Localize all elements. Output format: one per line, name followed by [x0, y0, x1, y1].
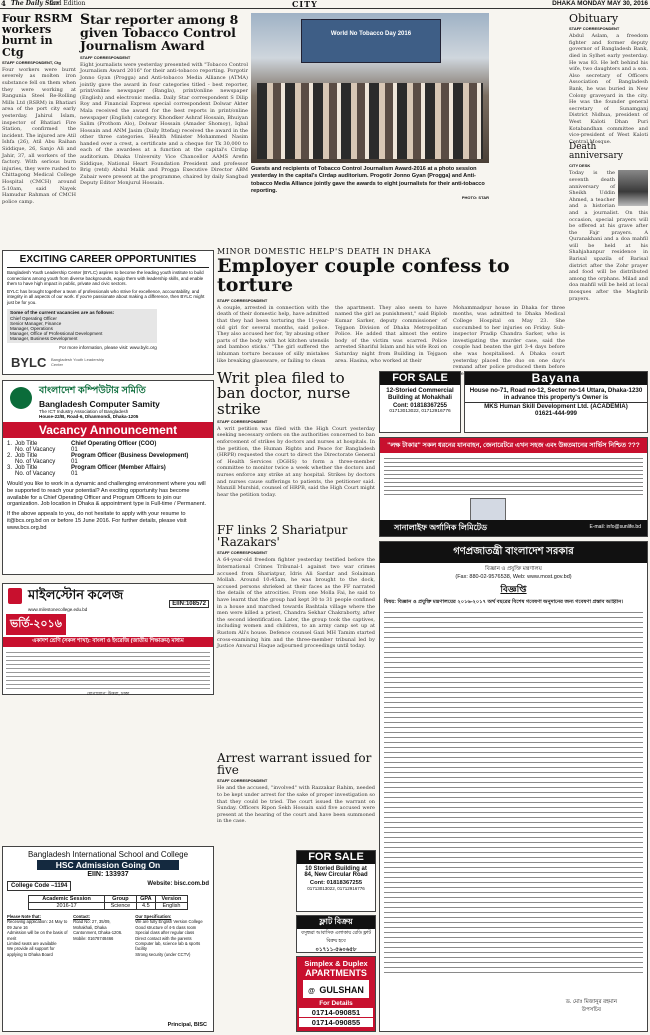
award-photo-block	[251, 13, 489, 243]
drop-letter: S	[80, 12, 91, 28]
fine-print	[6, 649, 210, 689]
vacancy-banner: Vacancy Announcement	[3, 422, 213, 438]
obituary	[569, 12, 648, 145]
photo-caption: Guests and recipients of Tobacco Control Journalism Award-2016 at a photo session yesterday in the capital's Cirdap auditorium. Progotir Jonno Gyan (Progga) and Anti-tobacco Media Alliance jointly gave the awards to eight journalists for their anti-tobacco reporting.	[251, 166, 485, 195]
phones: 01713013022, 01712916776	[307, 886, 365, 891]
spec-title: Our Specification:	[135, 914, 172, 919]
ad-text-2: BYLC has brought together a team of professionals who strive for excellence, accountability, and integrity in all aspects of our work. If you're passionate about making a difference, then BYLC might just be for you.	[7, 288, 205, 305]
byline: CITY DESK	[569, 163, 591, 169]
line-1: 12-Storied Commercial	[386, 387, 454, 394]
vacancy-item: Manager, Business Development	[10, 335, 78, 341]
flat-sale-ad	[296, 915, 376, 953]
title-2: APARTMENTS	[305, 968, 367, 978]
body: A 64-year-old freedom fighter yesterday testified before the International Crimes Tribunal-1 against two war crimes accused from Shariatpur, Idris Ali Sardar and Solaiman Mollah. Around 10:45am, he was brought to the dock, accused persons shrieked at their faces as the FF narrated the details of the atrocities. From one Molla Fai, he said to have learnt that the group had kept 30 to 31 people confined in a house and marched towards Bashtala village where the men were killed a priest, Chandra Sekhar Chakraborty, after the second identification. Later, the group took the captives, including women and children, to an army camp set up at Rustom Ali's house. Defence counsel Gazi MH Tamim started cross-examining him and the three-member tribunal led by Justice Anwarul Haque adjourned proceedings until today.	[217, 557, 375, 650]
ad-title: EXCITING CAREER OPPORTUNITIES	[7, 254, 209, 268]
bayana-ad	[464, 371, 648, 433]
spec: Special class after regular class	[135, 930, 195, 936]
headline: Writ plea filed to ban doctor, nurse strike	[217, 369, 351, 418]
ad-text-1: Bangladesh Youth Leadership Center (BYLC) aspires to become the leading youth institute to build connections among youth from diverse backgrounds, equip them with leadership skills, and enable them to have high impact in public, private and civic sectors.	[7, 270, 204, 287]
line-2: Building at Mohakhali	[388, 394, 452, 401]
phones: 01713013022, 01712916776	[389, 409, 451, 414]
portrait	[618, 170, 648, 206]
bylc-logo: BYLC	[11, 355, 47, 370]
milestone-college-ad	[2, 583, 214, 695]
body: Four workers were burnt severely as molten iron substance fell on them when they were working at Rangunia Steel Re-Rolling Mills Ltd (RSRM) in Bhatiari area of the port city early yesterday. Jahirul Islam, inspector of Bhatiari Fire Station, confirmed the incident. The injured are Atil Ishfa (26), Atil Abu Raihan Siddique, 26, Sanjo Ali and Jahir, 37, all workers of the factory. With serious burn injuries, they were rushed to Chittagong Medical College Hospital (CMCH) around 5:10am, said Nayek Hamudur Rahman of CMCH police camp.	[2, 66, 76, 205]
th: GPA	[136, 896, 155, 903]
label: Job Title	[15, 465, 38, 471]
note: We provide all support for applying to Dhaka Board	[7, 946, 55, 957]
phone-2: 01714-090855	[299, 1018, 373, 1027]
people-row	[257, 83, 483, 159]
byline: STAFF CORRESPONDENT, Ctg	[2, 59, 61, 65]
location-box	[303, 980, 369, 998]
footer: যোগাযোগ: উত্তরা, ঢাকা	[86, 691, 130, 696]
vacancy-row	[7, 471, 209, 477]
subject: বিষয়: বিজ্ঞান ও প্রযুক্তি মন্ত্রণালয়ের ২০১৬-২০১৭ অর্থ বছরের বিশেষ গবেষণা অনুদানের জন্য গবেষণা প্রস্তাব আহ্বান।	[384, 599, 624, 605]
signature-title: উপসচিব	[581, 1007, 601, 1013]
subtitle: The ICT Industry Association of Bangladesh	[39, 409, 129, 414]
body: Today is the seventh death anniversary of Sheikh Uddin Ahmed, a teacher and a historian and a journalist. On this occasion, special prayers will be offered at his grave after the Fajr prayers. A Quranakhani and a doa mahfil will be held at his Shahjahanpur residence in Barisal upazila of Barisal district after the Zohr prayer and food will be distributed among the orphans. Milad and doa mahfil will be held at local mosques after the Maghrib prayers.	[569, 170, 648, 302]
contact: Road No: 27, 35/09, Mohakhali, Dhaka Cantonment, Dhaka-1206. Mobile: 01678748466	[73, 919, 123, 941]
eiin: EIIN: 133937	[87, 871, 129, 878]
byline: STAFF CORRESPONDENT	[80, 54, 131, 60]
spec: Good structure of 4-5 class room	[135, 924, 197, 930]
date-line: DHAKA MONDAY MAY 30, 2016	[552, 0, 648, 7]
text: House no-71, Road no-12, Sector no-14 Uttara, Dhaka-1230 in advance this property's Owner is	[469, 387, 643, 401]
spec: Direct contact with the parents	[135, 935, 192, 941]
signature: ড. মোঃ মিজানুর রহমান	[565, 999, 617, 1005]
count: 01	[71, 471, 78, 477]
story-award	[80, 13, 248, 245]
story-columns	[217, 305, 567, 378]
job-title: Program Officer (Business Development)	[71, 453, 189, 459]
contact: Cont: 01818367255	[392, 403, 448, 409]
spec: Strong security (under CCTV)	[135, 951, 191, 957]
info-columns	[7, 914, 209, 957]
sunlife-ad	[379, 437, 648, 537]
body: Abdul Aslam, a freedom fighter and former deputy governor of Bangladesh Bank, died in Sylhet early yesterday. He was 83. He left behind his wife, two daughters and a son. Also secretary of Officers Association of Bangladesh Bank, he was buried in New Colony graveyard in the city. He was the founder general secretary of Sunamganj District Nidhua, president of West Kaloti Dhan Puri Kotabandhan committee and vice-president of West Kaloti Central Mosque.	[569, 33, 648, 145]
title: Bayana	[465, 372, 647, 385]
label: No. of Vacancy	[15, 471, 56, 477]
bylc-career-ad	[2, 250, 214, 375]
college-logo-icon	[8, 588, 22, 604]
headline: Arrest warrant issued for five	[217, 751, 372, 778]
line-2: 84, New Circular Road	[304, 872, 368, 878]
phone: ০১৭১১-৫৬০৬৫৮	[315, 947, 357, 953]
at-sign: @	[308, 988, 315, 995]
title: Death anniversary	[569, 142, 623, 162]
col-1: A couple, arrested in connection with the death of their domestic help, have admitted that they had been torturing the 11-year-old girl for several months, said police. They also accused her for, 'by abusing other parts of the body with hot kitchen utensils and bamboo sticks.' "The girl suffered the inhuman torture because of silly mistakes like breaking glassware, or failing to clean	[217, 304, 329, 364]
award-photo	[251, 13, 489, 163]
vacancy-item: Manager, Office of Professional Development	[10, 330, 103, 336]
th: Version	[155, 896, 187, 903]
banner-backdrop	[301, 19, 441, 63]
website[interactable]: www.milestonecollege.edu.bd	[28, 607, 88, 612]
header-row	[29, 896, 188, 903]
school-name: Bangladesh International School and College	[27, 850, 189, 859]
vacancy-item: Senior Manager, Finance	[10, 320, 62, 326]
title: Simplex & Duplex	[304, 959, 368, 968]
para-2: If the above appeals to you, do not hesitate to apply with your resume to it@bcs.org.bd on or before 15 June 2016. For further details, please visit www.bcs.org.bd	[7, 511, 187, 531]
contact: Cont: 01818367255	[309, 880, 363, 886]
admission-badge: ভর্তি-২০১৬	[6, 614, 66, 635]
code-row	[7, 881, 209, 891]
banner-text: World No Tobacco Day 2016	[330, 31, 412, 37]
line-1: 10 Storied Building at	[305, 866, 367, 872]
company-bar	[380, 520, 647, 536]
eiin: EIIN:108572	[169, 600, 209, 608]
body: He and the accused, "involved" with Razzakar Rahim, needed to be kept under arrest for the sake of proper investigation so that they could be tried. The court issued the warrant on Sunday. Officers Ripon Sekh Hossain said five accused were present at the hearing of the court and have been summoned in the case.	[217, 785, 375, 825]
body: A writ petition was filed with the High Court yesterday seeking necessary orders on the authorities concerned to ban enforcement of strikes by doctors and nurses at hospitals. In the petition, the Human Rights and Peace for Bangladesh (HRPB) requested the court to direct the Directorate General of Health Services (DGHS) to form a three-member committee to monitor twice a week whether the doctors and nurses enforce any strike at any hospital. Strikes by doctors and nurses cause sufferings to patients, the petitioner said. Manzill Murshid, counsel of HRPB, said the High Court might hear the petition today.	[217, 425, 375, 498]
contact-col	[73, 914, 131, 957]
td: Science	[105, 903, 137, 910]
notice-body	[384, 608, 643, 973]
body: Eight journalists were yesterday presented with "Tobacco Control Journalism Award 2016" for their anti-tobacco reporting. Porgotir Jonno Gyan (Progga) and Anti-tobacco Media Alliance (ATMA) jointly gave the award in four categories titled - best reporter, print/online newspaper (Bangla), print/online newspaper (English) and electronic media. Daily Star correspondent S Dilip Roy and Financial Express special correspondent Dolwar Akter Mala received the award for the best reports in print/online newspaper (English) category. Khondker Ashraf Hossain, Bhuiyan Salim (Prothom Alo), Dolwar Hossain (Amader Shomoy), Iqbal Hossain and ANM Jasim (Daily Ittefaq) received the award in the other three categories. Health Minister Mohammed Nasim handed over a crest, a certificate and a cheque for Tk 30,000 to each of the awardees at a function at the capital's Cirdap auditorium. Dhaka University Vice Chancellor AAMS Arefin Siddique, National Heart Foundation President and professor Brig (retd) Abdul Malik and Progga Executive Director ABM Zubair were present at the programme, chaired by daily Sangbad Deputy Editor Monjurul Hossain.	[80, 61, 248, 187]
vacancy-item: Manager, Operations	[10, 325, 53, 331]
ministry: বিজ্ঞান ও প্রযুক্তি মন্ত্রণালয়	[485, 566, 542, 572]
kicker: MINOR DOMESTIC HELP'S DEATH IN DHAKA	[217, 247, 432, 256]
phone-1: 01714-090851	[299, 1008, 373, 1017]
death-anniversary	[569, 143, 648, 363]
company: সানালাইফ অর্গানিক লিমিটেড	[394, 523, 488, 532]
note: Limited seats are available	[7, 941, 57, 947]
website[interactable]: Website: bisc.com.bd	[147, 881, 209, 887]
title: Bangladesh Computer Samity	[39, 399, 160, 409]
story-rsrm	[2, 13, 76, 245]
place: GULSHAN	[319, 985, 364, 995]
headline-text: tar reporter among 8 given Tobacco Control Journalism Award	[80, 12, 239, 54]
byline: STAFF CORRESPONDENT	[217, 550, 268, 556]
spec: We are fully English Version College	[135, 919, 203, 925]
bylc-tagline: Bangladesh Youth Leadership Center	[51, 357, 105, 367]
label: No. of Vacancy	[15, 447, 56, 453]
para-1: Would you like to work in a dynamic and challenging environment where you will be supported to reach your potential? An exciting opportunity has become available for a Chief Operating Officer and Program Officers to join our organization. Job location in Dhaka & appointment type is Full-time / Permanent.	[7, 481, 206, 508]
note-title: Please Note that:	[7, 914, 41, 919]
owner: MKS Human Skill Development Ltd. (ACADEMIA)	[465, 402, 647, 410]
label: Job Title	[15, 441, 38, 447]
label: Job Title	[15, 453, 38, 459]
note: Receiving application: 24 May to 09 June 16	[7, 919, 68, 930]
title: FOR SALE	[380, 372, 460, 385]
details: For Details	[319, 1000, 353, 1007]
gulshan-apartments-ad	[296, 956, 376, 1032]
detail: বসুন্ধরা আবাসিক এলাকায় রেডি ফ্লাট বিক্রয় হবে	[300, 931, 371, 944]
note: Admission will be on the basis of merit	[7, 930, 68, 941]
story-arrest-warrant	[217, 752, 375, 847]
job-title: Program Officer (Member Affairs)	[71, 465, 166, 471]
masthead	[0, 0, 650, 9]
college-title: মাইলস্টোন কলেজ	[28, 587, 124, 602]
vacancy-item: Chief Operating Officer	[10, 315, 57, 321]
byline: STAFF CORRESPONDENT	[217, 297, 268, 303]
col-3: Mohammadpur house in Dhaka for three months, was admitted to Dhaka Medical College Hospital on May 23. She succumbed to her injuries on Friday. Sub-inspector Pradip Chandra Sarker, who is investigating the murder case, said the couple had beaten the girl 3-4 days before she was hospitalised. A Dhaka court yesterday placed the duo on one day's remand after police produced them before	[453, 304, 565, 371]
num: 2.	[7, 453, 13, 459]
obituary-title: Obituary	[569, 12, 619, 25]
page-number: 4	[1, 0, 6, 8]
section-title: CITY	[292, 0, 318, 9]
header: গণপ্রজাতন্ত্রী বাংলাদেশ সরকার	[380, 542, 647, 563]
data-row	[29, 903, 188, 910]
fax: (Fax: 880-02-9576538, Web: www.most.gov.bd)	[455, 574, 572, 580]
title: ফ্লাট বিক্রয়	[297, 916, 375, 929]
td: English	[155, 903, 187, 910]
th: Academic Session	[29, 896, 105, 903]
college-code: College Code –1194	[7, 881, 71, 891]
job-table	[7, 441, 209, 477]
num: 1.	[7, 441, 13, 447]
td: 2016-17	[29, 903, 105, 910]
bcs-logo-icon	[10, 387, 32, 409]
job-title: Chief Operating Officer (COO)	[71, 441, 157, 447]
admission-banner: HSC Admission Going On	[37, 860, 179, 870]
headline: Employer couple confess to torture	[217, 255, 510, 297]
edition: 2nd Edition	[50, 0, 86, 7]
paper-logo: The Daily Star	[11, 0, 60, 7]
address: House-22/B, Road-6, Dhanmondi, Dhaka-1205	[39, 414, 139, 419]
count: 01	[71, 447, 78, 453]
headline	[80, 13, 248, 53]
bisc-admission-ad	[2, 846, 214, 1032]
th: Group	[105, 896, 137, 903]
vacancy-box	[7, 309, 157, 343]
for-sale-circular-road-ad	[296, 850, 376, 912]
num: 3.	[7, 465, 13, 471]
story-writ-plea	[217, 371, 375, 521]
byline: STAFF CORRESPONDENT	[569, 26, 620, 32]
govt-notice-ad	[379, 541, 648, 1032]
title: FOR SALE	[297, 851, 375, 864]
fine-print	[384, 455, 643, 495]
headline: FF links 2 Shariatpur 'Razakars'	[217, 523, 348, 550]
count: 01	[71, 459, 78, 465]
col-2: the apartment. They also seem to have named the girl as punishment," said Biplob Kumar Sarker, deputy commissioner of Tejgaon Division of Dhaka Metropolitan Police. He added that almost the entire body of the victim was scarred. Police arrested Shariful Islam and his wife Rozi on Saturday night from Building in Tejgaon area. Hasina, who worked at their	[335, 304, 447, 364]
notice-title: বিজ্ঞপ্তি	[500, 584, 527, 594]
spec-col	[135, 914, 209, 957]
headline: "লক্ষ টাকার" সকল ধরনের যানবাহন, জেনারেটরে এখন সহজ এবং উন্নতমানের সার্ভিস নিশ্চিত ???	[380, 438, 647, 453]
byline: STAFF CORRESPONDENT	[217, 778, 268, 784]
headline: Four RSRM workers burnt in Ctg	[2, 12, 73, 59]
story-minor-death	[217, 247, 567, 371]
signature: Principal, BISC	[167, 1022, 207, 1028]
notes-col	[7, 914, 69, 957]
bcs-vacancy-ad	[2, 380, 214, 575]
story-ff-links	[217, 524, 375, 746]
for-sale-mohakhali-ad	[379, 371, 461, 433]
photo-credit: PHOTO: STAR	[461, 195, 489, 200]
bangla-title: বাংলাদেশ কম্পিউটার সমিতি	[39, 385, 146, 396]
web: E-mail: info@sunlife.bd	[589, 524, 641, 530]
phone: 01621-444-999	[535, 410, 577, 417]
td: 4.5	[136, 903, 155, 910]
class-banner: একাদশ শ্রেণি (সকল শাখা): বাংলা ও ইংরেজি (জাতীয় শিক্ষাক্রম) মাধ্যম	[3, 637, 213, 647]
session-table	[28, 895, 188, 910]
more-info[interactable]: For more information, please visit: www.bylc.org	[59, 344, 157, 350]
vacancies-heading: Some of the current vacancies are as follows:	[10, 310, 115, 316]
contact-title: Contact:	[73, 914, 91, 919]
byline: STAFF CORRESPONDENT	[217, 418, 268, 424]
label: No. of Vacancy	[15, 459, 56, 465]
spec: Computer lab, science lab & sports facility	[135, 941, 201, 952]
